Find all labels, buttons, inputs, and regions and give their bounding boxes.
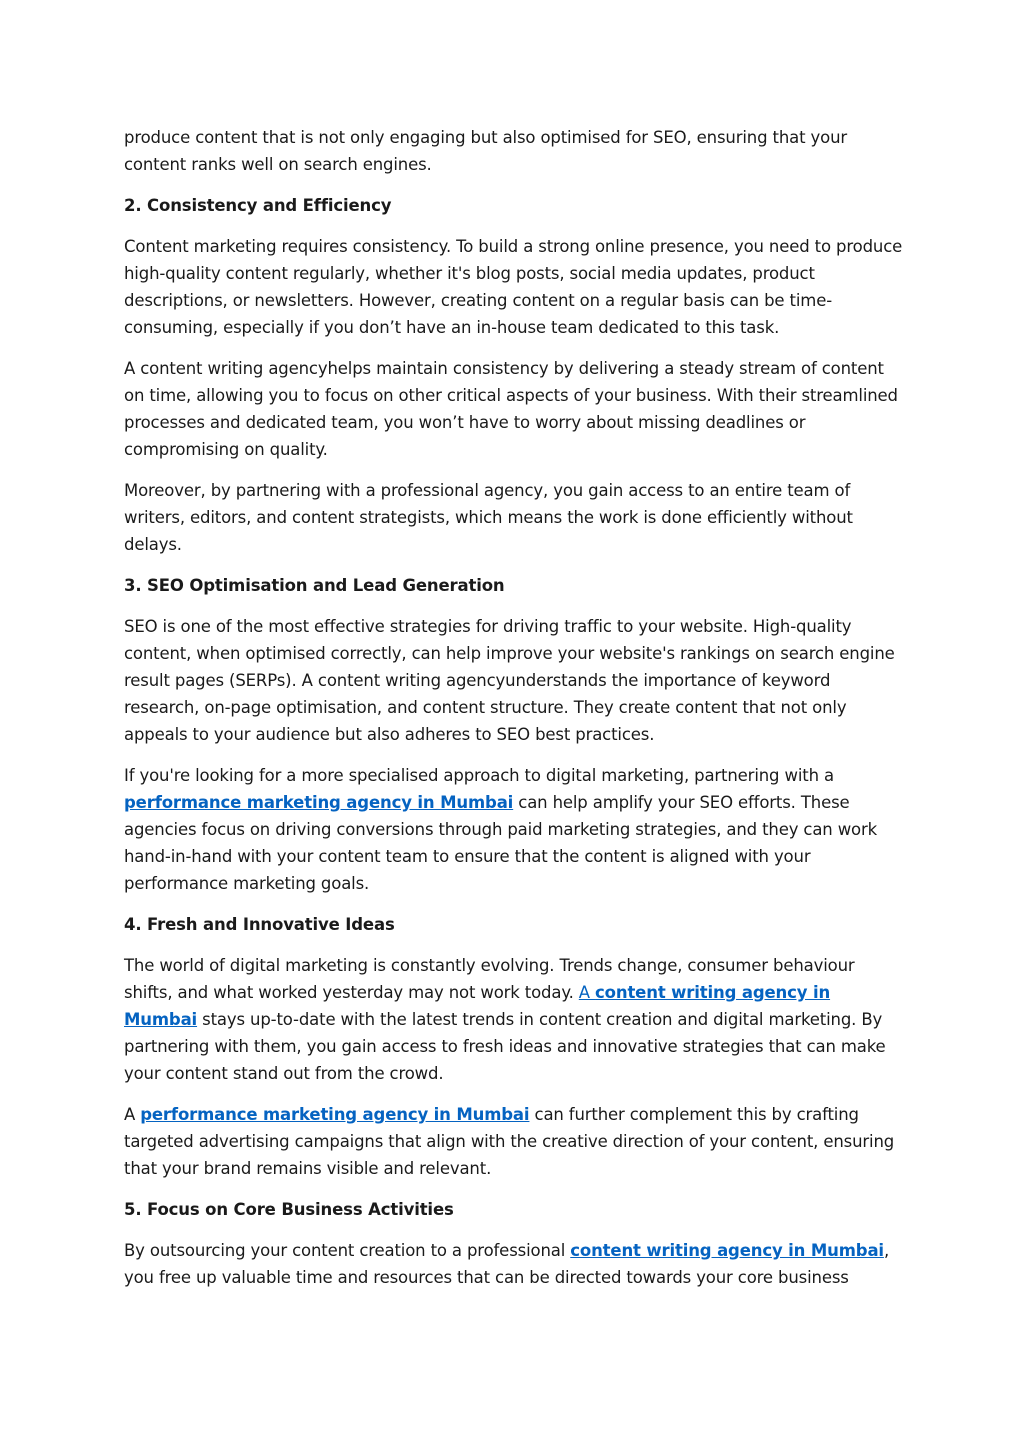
paragraph-text: A (124, 1105, 141, 1124)
paragraph-consistency: Content marketing requires consistency. To build a strong online presence, you need to produce high-quality content regularly, whether it's blog posts, social media updates, product descriptions, or newsletters. However, creating content on a regular basis can be time-consuming, especially if you don’t have an in-house team dedicated to this task. (124, 237, 903, 337)
content-writing-agency-link[interactable]: content writing agency in Mumbai (570, 1241, 884, 1260)
paragraph-team-access: Moreover, by partnering with a professional agency, you gain access to an entire team of writers, editors, and content strategists, which means the work is done efficiently without delays. (124, 481, 853, 554)
heading-seo-lead-generation: 3. SEO Optimisation and Lead Generation (124, 576, 505, 595)
content-writing-agency-link[interactable]: content writing agency in Mumbai (124, 983, 831, 1029)
heading-core-business: 5. Focus on Core Business Activities (124, 1200, 454, 1219)
paragraph-seo: SEO is one of the most effective strategies for driving traffic to your website. High-quality content, when optimised correctly, can help improve your website's rankings on search engine result pages (SERPs). A content writing agencyunderstands the importance of keyword research, on-page optimisation, and content structure. They create content that not only appeals to your audience but also adheres to SEO best practices. (124, 617, 895, 744)
paragraph-core-business (124, 1237, 904, 1291)
paragraph-text: The world of digital marketing is constantly evolving. Trends change, consumer behaviour shifts, and what worked yesterday may not work today. (124, 956, 855, 1002)
paragraph-text: By outsourcing your content creation to a professional (124, 1241, 571, 1260)
heading-consistency-efficiency: 2. Consistency and Efficiency (124, 196, 392, 215)
paragraph-intro-continuation: produce content that is not only engaging but also optimised for SEO, ensuring that your content ranks well on search engines. (124, 128, 848, 174)
paragraph-agency-consistency: A content writing agencyhelps maintain consistency by delivering a steady stream of content on time, allowing you to focus on other critical aspects of your business. With their streamlined processes and dedicated team, you won’t have to worry about missing deadlines or compromising on quality. (124, 359, 898, 459)
content-writing-link-prefix[interactable]: A (578, 983, 596, 1002)
paragraph-complement (124, 1101, 904, 1182)
paragraph-text: stays up-to-date with the latest trends in content creation and digital marketing. By partnering with them, you gain access to fresh ideas and innovative strategies that can make your content stand out from the crowd. (124, 1010, 886, 1083)
paragraph-fresh-ideas (124, 952, 904, 1087)
heading-fresh-ideas: 4. Fresh and Innovative Ideas (124, 915, 395, 934)
paragraph-performance-marketing (124, 762, 904, 897)
paragraph-text: can further complement this by crafting targeted advertising campaigns that align with the creative direction of your content, ensuring that your brand remains visible and relevant. (124, 1105, 895, 1178)
document-body (124, 124, 904, 1305)
paragraph-text: can help amplify your SEO efforts. These agencies focus on driving conversions through paid marketing strategies, and they can work hand-in-hand with your content team to ensure that the content is aligned with your performance marketing goals. (124, 793, 878, 893)
paragraph-text: , you free up valuable time and resources that can be directed towards your core business (124, 1241, 890, 1287)
performance-marketing-link[interactable]: performance marketing agency in Mumbai (140, 1105, 530, 1124)
performance-marketing-link[interactable]: performance marketing agency in Mumbai (124, 793, 514, 812)
paragraph-text: If you're looking for a more specialised approach to digital marketing, partnering with a (124, 766, 834, 785)
